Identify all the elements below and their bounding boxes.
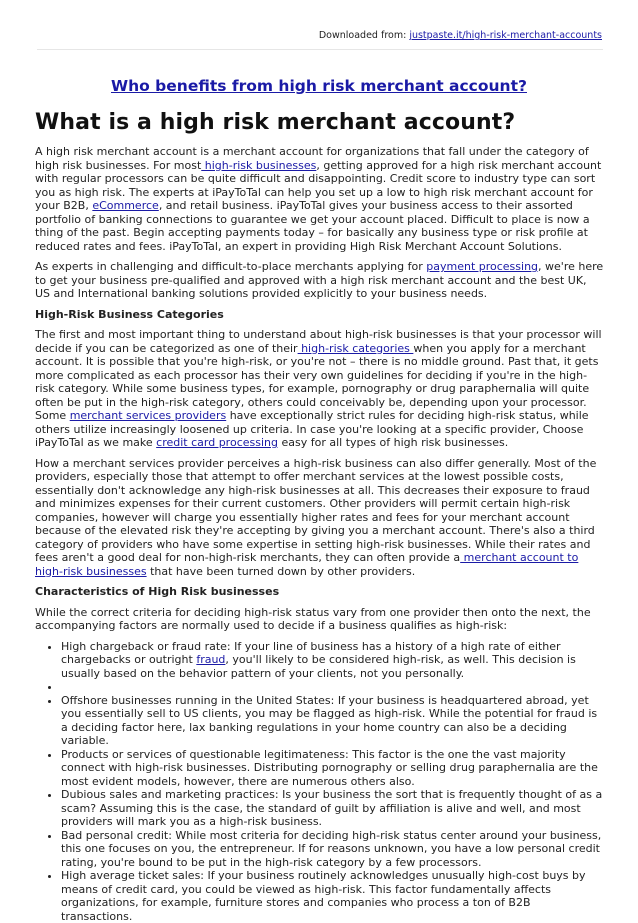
paragraph-categories — [35, 328, 605, 450]
fraud-link[interactable]: fraud — [196, 653, 225, 666]
header-divider — [37, 49, 603, 50]
list-item: • Offshore businesses running in the United States: If your business is headquartered abroad, yet you essentially sell to US clients, you may be flagged as high-risk. While the potential for fraud is a deciding factor here, lax banking regulations in your home country can also be a deciding variable. — [61, 694, 605, 748]
text: A high risk merchant account is a merchant account for organizations that fall under the category of high risk businesses. For most — [35, 145, 589, 172]
text: easy for all types of high risk businesses. — [278, 436, 508, 449]
high-risk-businesses-link[interactable]: high-risk businesses — [201, 159, 316, 172]
paragraph-criteria: While the correct criteria for deciding high-risk status vary from one provider then onto the next, the accompanying factors are normally used to decide if a business qualifies as high-risk: — [35, 606, 605, 633]
text: when you apply for a merchant account. It is possible that you're high-risk, or you're not – there is no middle ground. Past that, it gets more complicated as each processor has their very own guidelines for deciding if you're in the high-risk category. While some business types, for example, pornography or drug paraphernalia will quite often be put in the high-risk category, others could conceivably be, depending upon your processor. Some — [35, 342, 598, 423]
text: , and retail business. iPayToTal gives your business access to their assorted portfolio of banking connections to guarantee we get your account placed. Difficult to place is now a thing of the past. Begin accepting payments today – for basically any business type or risk profile at reduced rates and fees. iPayToTal, an expert in providing High Risk Merchant Account Solutions. — [35, 199, 590, 253]
list-item — [61, 640, 605, 681]
list-item: • Bad personal credit: While most criteria for deciding high-risk status center around your business, this one focuses on you, the entrepreneur. If for reasons unknown, you have a low personal credit rating, you're bound to be put in the high-risk category by a few processors. — [61, 829, 605, 870]
text: The first and most important thing to understand about high-risk businesses is that your processor will decide if you can be categorized as one of their — [35, 328, 602, 355]
characteristics-list — [35, 640, 605, 923]
article-body — [35, 145, 605, 923]
paragraph-experts — [35, 260, 605, 301]
download-source-link[interactable]: justpaste.it/high-risk-merchant-accounts — [409, 30, 602, 41]
text: , we're here to get your business pre-qualified and approved with a high risk merchant account and the best UK, US and International banking solutions provided explicitly to your business needs. — [35, 260, 603, 300]
credit-card-processing-link[interactable]: credit card processing — [156, 436, 278, 449]
text: have exceptionally strict rules for deciding high-risk status, while others utilize increasingly loosened up criteria. In case you're looking at a specific provider, Choose iPayToTal as we make — [35, 409, 589, 449]
subheading-characteristics: Characteristics of High Risk businesses — [35, 585, 605, 599]
heading-link[interactable]: Who benefits from high risk merchant account? — [111, 77, 527, 95]
list-item-empty — [61, 680, 605, 694]
merchant-account-link[interactable]: merchant account to high-risk businesses — [35, 551, 578, 578]
text: As experts in challenging and difficult-to-place merchants applying for — [35, 260, 426, 273]
merchant-services-providers-link[interactable]: merchant services providers — [70, 409, 227, 422]
subheading-categories: High-Risk Business Categories — [35, 308, 605, 322]
paragraph-providers — [35, 457, 605, 579]
text: , you'll likely to be considered high-risk, as well. This decision is usually based on the behavior pattern of your clients, not you personally. — [61, 653, 576, 680]
high-risk-categories-link[interactable]: high-risk categories — [298, 342, 414, 355]
payment-processing-link[interactable]: payment processing — [426, 260, 538, 273]
text: How a merchant services provider perceives a high-risk business can also differ generally. Most of the providers, especially those that attempt to offer merchant services at the lowest possible costs, essentially don't acknowledge any high-risk businesses at all. This decreases their exposure to fraud and minimizes expenses for their current customers. Other providers will permit certain high-risk companies, however will charge you essentially higher rates and fees for your merchant account because of the elevated risk they're accepting by giving you a merchant account. There's also a third category of providers who have some expertise in setting high-risk businesses. While their rates and fees aren't a good deal for non-high-risk merchants, they can often provide a — [35, 457, 596, 565]
section-heading — [0, 77, 638, 95]
download-source — [319, 30, 602, 41]
list-item: • High average ticket sales: If your business routinely acknowledges unusually high-cost buys by means of credit card, you could be viewed as high-risk. This factor fundamentally affects organizations, for example, furniture stores and companies who process a ton of B2B transactions. — [61, 869, 605, 923]
page-title: What is a high risk merchant account? — [35, 110, 515, 135]
list-item: • Products or services of questionable legitimateness: This factor is the one the vast majority connect with high-risk businesses. Distributing pornography or selling drug paraphernalia are the most evident models, however, there are numerous others also. — [61, 748, 605, 789]
text: , getting approved for a high risk merchant account with regular processors can be quite difficult and disappointing. Credit score to industry type can sort you as high risk. The experts at iPayToTal can help you set up a low to high risk merchant account for your B2B, — [35, 159, 601, 213]
text: High chargeback or fraud rate: If your line of business has a history of a high rate of either chargebacks or outright — [61, 640, 561, 667]
ecommerce-link[interactable]: eCommerce — [92, 199, 158, 212]
paragraph-intro — [35, 145, 605, 253]
text: that have been turned down by other providers. — [147, 565, 416, 578]
download-prefix: Downloaded from: — [319, 30, 409, 41]
list-item: • Dubious sales and marketing practices: Is your business the sort that is frequently thought of as a scam? Assuming this is the case, the standard of guilt by affiliation is alive and well, and most providers will mark you as a high-risk business. — [61, 788, 605, 829]
